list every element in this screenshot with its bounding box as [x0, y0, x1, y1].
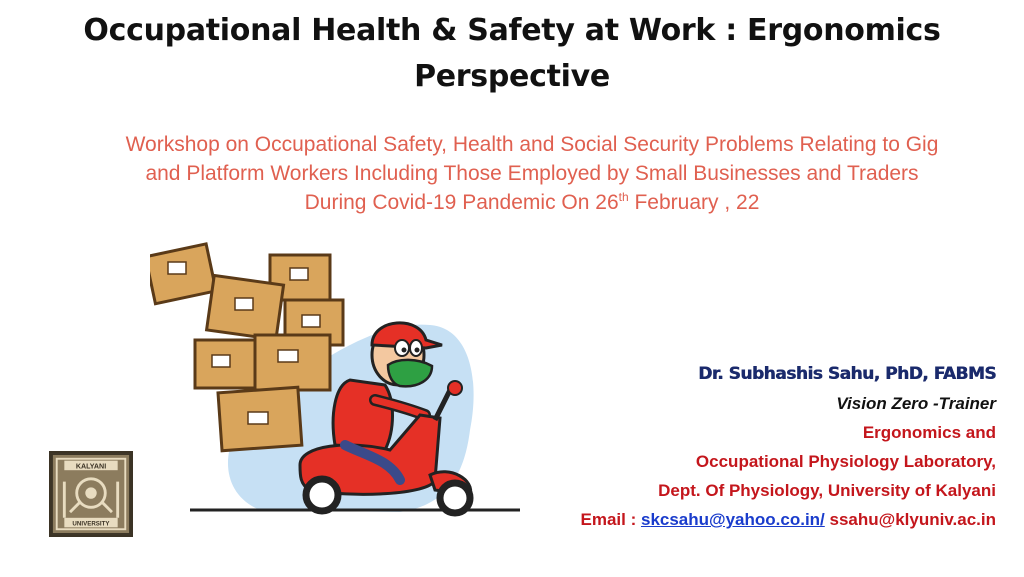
subtitle-line-1: Workshop on Occupational Safety, Health and Social Security Problems Relating to Gig [125, 133, 939, 156]
box-label [248, 412, 268, 424]
box-label [302, 315, 320, 327]
headlight [448, 381, 462, 395]
box-label [235, 298, 253, 310]
logo-top-text: KALYANI [75, 462, 107, 471]
subtitle-date-prefix: During Covid-19 Pandemic On 26 [304, 191, 619, 214]
box-label [168, 262, 186, 274]
slide-title [0, 8, 1024, 100]
lab-name-line-2: Occupational Physiology Laboratory, [695, 452, 996, 471]
subtitle-date-superscript: th [618, 190, 629, 204]
box-label [212, 355, 230, 367]
workshop-subtitle [40, 130, 1024, 217]
rider-eye [395, 340, 409, 356]
title-line-1: Occupational Health & Safety at Work : Ergonomics [83, 13, 941, 48]
logo-bottom-text: UNIVERSITY [72, 520, 110, 528]
rear-wheel [306, 479, 338, 511]
author-name: Dr. Subhashis Sahu, PhD, FABMS [698, 364, 996, 384]
box-label [290, 268, 308, 280]
subtitle-line-2: and Platform Workers Including Those Employed by Small Businesses and Traders [145, 162, 919, 185]
subtitle-line-3 [40, 188, 1024, 217]
title-line-2: Perspective [414, 59, 610, 94]
email-label: Email : [580, 510, 641, 529]
box-label [278, 350, 298, 362]
kalyani-university-logo [49, 451, 133, 537]
author-block [476, 360, 996, 534]
email-university: ssahu@klyuniv.ac.in [824, 510, 996, 529]
department: Dept. Of Physiology, University of Kalyani [658, 481, 996, 500]
email-link-yahoo[interactable]: skcsahu@yahoo.co.in/ [640, 510, 825, 529]
front-wheel [440, 483, 470, 513]
email-line [476, 505, 996, 534]
subtitle-date-suffix: February , 22 [628, 191, 760, 214]
lab-name-line-1: Ergonomics and [862, 423, 996, 442]
delivery-scooter-illustration [150, 240, 530, 520]
author-role: Vision Zero -Trainer [836, 394, 996, 413]
rider-body [333, 380, 392, 450]
